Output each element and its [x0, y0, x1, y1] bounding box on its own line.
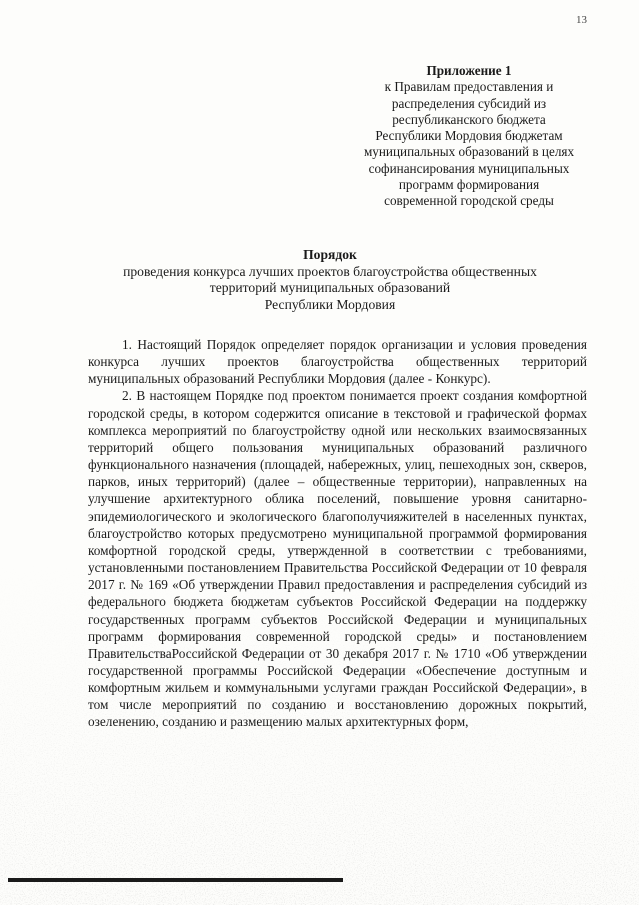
appendix-line: к Правилам предоставления и	[384, 79, 554, 95]
scan-edge-bar	[8, 878, 343, 882]
heading-line: территорий муниципальных образований	[209, 280, 451, 296]
appendix-line: распределения субсидий из	[391, 95, 547, 111]
appendix-line: Республики Мордовия бюджетам	[375, 128, 563, 144]
paragraph-2: 2. В настоящем Порядке под проектом понимается проект создания комфортной городской среды, в котором содержится описание в текстовой и графической формах комплекса мероприятий по благоустройству одной или нескольких взаимосвязанных территорий общего пользования муниципальных образований различного функционального назначения (площадей, набережных, улиц, пешеходных зон, скверов, парков, иных территорий) (далее – общественные территории), направленных на улучшение архитектурного облика поселений, повышение уровня санитарно-эпидемиологического и экологического благополучияжителей в населенных пунктах, благоустройство которых предусмотрено муниципальной программой формирования комфортной городской среды, утвержденной в соответствии с требованиями, установленными постановлением Правительства Российской Федерации от 10 февраля 2017 г. № 169 «Об утверждении Правил предоставления и распределения субсидий из федерального бюджета бюджетам субъектов Российской Федерации на поддержку государственных программ субъектов Российской Федерации и муниципальных программ формирования современной городской среды» и постановлением ПравительстваРоссийской Федерации от 30 декабря 2017 г. № 1710 «Об утверждении государственной программы Российской Федерации «Обеспечение доступным и комфортным жильем и коммунальными услугами граждан Российской Федерации», в том числе мероприятий по созданию и восстановлению дорожных покрытий, озеленению, созданию и размещению малых архитектурных форм,	[88, 388, 587, 730]
page-number: 13	[576, 14, 587, 26]
heading-line: проведения конкурса лучших проектов благоустройства общественных	[123, 263, 537, 279]
appendix-title: Приложение 1	[426, 63, 512, 78]
heading-title: Порядок	[303, 247, 357, 262]
document-heading	[40, 247, 620, 313]
paragraph-1: 1. Настоящий Порядок определяет порядок организации и условия проведения конкурса лучших проектов благоустройства общественных территорий муниципальных образований Республики Мордовия (далее - Конкурс).	[88, 337, 587, 387]
heading-line: Республики Мордовия	[264, 296, 396, 312]
appendix-block	[330, 63, 608, 210]
appendix-line: муниципальных образований в целях	[363, 144, 575, 160]
appendix-line: софинансирования муниципальных	[368, 160, 570, 176]
appendix-line: современной городской среды	[384, 193, 554, 209]
appendix-line: программ формирования	[398, 177, 540, 193]
body-text	[88, 336, 587, 731]
appendix-line: республиканского бюджета	[392, 111, 546, 127]
